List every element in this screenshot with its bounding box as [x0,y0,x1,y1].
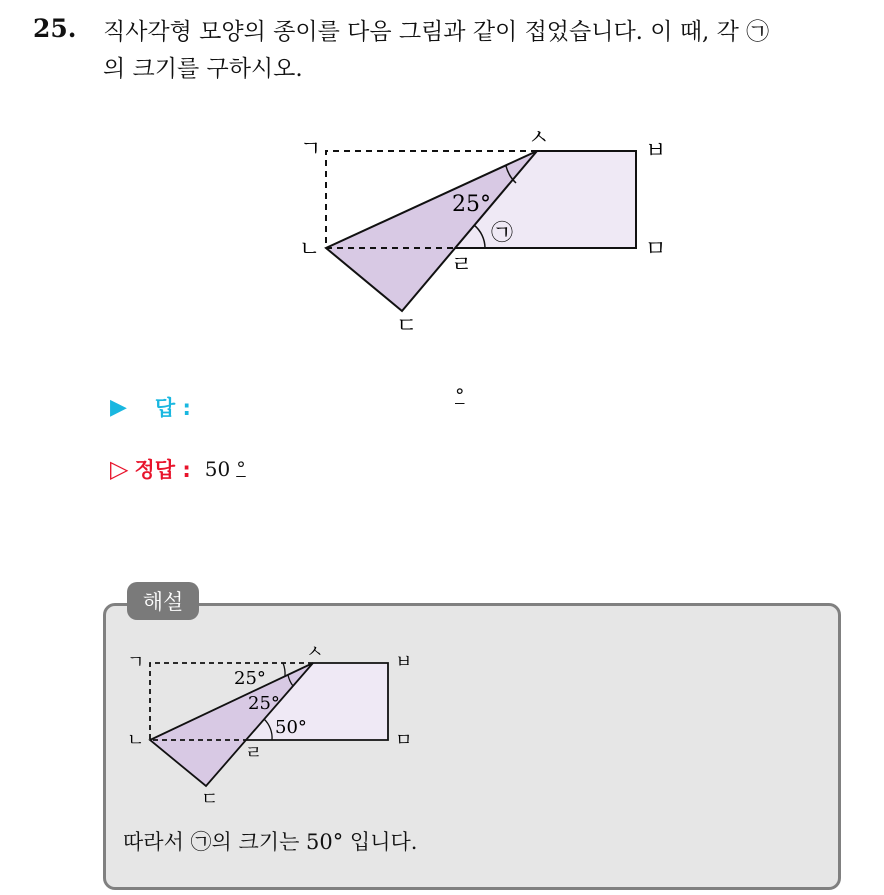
angle-mark-g: ㉠ [491,221,514,246]
question-number: 25. [33,14,77,43]
exp-label-d: ㄷ [201,789,219,810]
exp-label-s: ㅅ [306,642,324,663]
angle-label-25: 25° [452,192,491,217]
label-g: ㄱ [300,137,322,162]
explanation-conclusion: 따라서 ㉠의 크기는 50° 입니다. [123,830,418,854]
exp-label-m: ㅁ [395,730,413,751]
label-n: ㄴ [299,237,321,262]
exp-label-r: ㄹ [245,743,263,764]
question-line-1: 직사각형 모양의 종이를 다음 그림과 같이 접었습니다. 이 때, 각 ㉠ [103,19,770,45]
explanation-tab: 해설 [127,582,199,620]
exp-label-b: ㅂ [395,652,413,673]
correct-value: 50 [204,457,231,481]
label-r: ㄹ [451,253,473,278]
exp-angle-label-bottom: 50° [275,717,307,738]
correct-unit: ° [236,458,246,480]
exp-angle-arc-top [283,663,285,676]
label-b: ㅂ [645,139,667,164]
label-s: ㅅ [528,126,550,151]
answer-marker: ▶ [110,394,127,420]
correct-marker: ▷ [110,455,129,483]
label-d: ㄷ [396,314,418,339]
exp-angle-label-mid: 25° [248,693,280,714]
label-m: ㅁ [645,237,667,262]
exp-angle-label-top: 25° [234,668,266,689]
correct-label: 정답 : [134,458,191,482]
answer-unit: ° [455,385,465,407]
exp-label-n: ㄴ [127,730,145,751]
answer-label: 답 : [154,396,191,420]
question-line-2: 의 크기를 구하시오. [103,56,303,82]
exp-label-g: ㄱ [127,652,145,673]
